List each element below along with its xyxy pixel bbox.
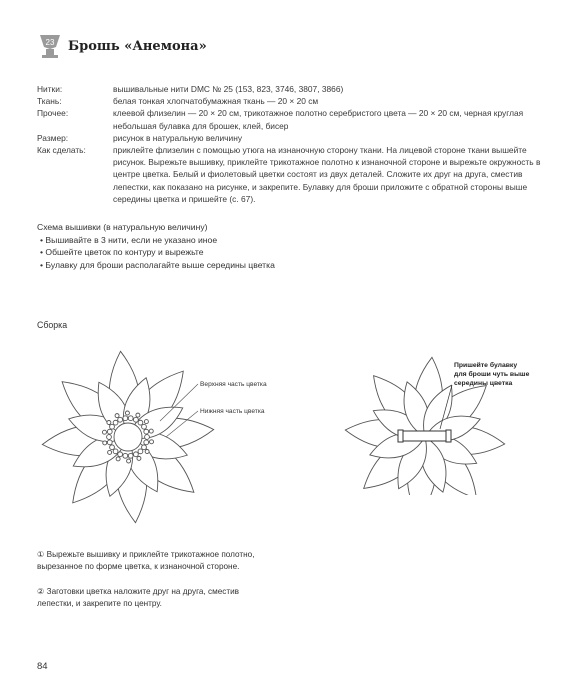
scheme-section [37, 221, 275, 271]
scheme-item: • Вышивайте в 3 нити, если не указано иное [37, 234, 275, 247]
spec-value: приклейте флизелин с помощью утюга на изнаночную сторону ткани. На лицевой стороне ткани вышейте рисунок. Вырежьте вышивку, приклейте трикотажное полотно к изнаночной стороне и вырежьте окружность в центре цветка. Белый и фиолетовый цветки состоят из двух деталей. Сложите их друг на друга, сместив лепестки, как показано на рисунке, и закрепите. Булавку для броши приложите с обратной стороны выше середины цветка и пришейте (с. 67). [113, 145, 541, 204]
bead-circle [138, 449, 143, 454]
page-title: Брошь «Анемона» [68, 39, 207, 54]
bead-circle [144, 420, 148, 424]
brooch-pin-icon [401, 431, 449, 441]
bead-circle [102, 430, 106, 434]
label-lower-part: Нижняя часть цветка [200, 408, 265, 415]
bead-circle [144, 440, 149, 445]
bead-circle [118, 417, 123, 422]
spec-value: рисунок в натуральную величину [113, 132, 243, 143]
spec-row [37, 95, 542, 107]
bead-circle [115, 414, 119, 418]
bead-circle [107, 429, 112, 434]
bead-circle [103, 441, 107, 445]
bead-circle [128, 416, 133, 421]
bead-circle [144, 429, 149, 434]
scheme-item: • Обшейте цветок по контуру и вырежьте [37, 246, 275, 259]
bead-circle [123, 453, 128, 458]
bead-circle [118, 452, 123, 457]
chapter-number-badge-icon [37, 33, 63, 59]
spec-row [37, 107, 542, 131]
step-text: Заготовки цветка наложите друг на друга, сместив лепестки, и закрепите по центру. [37, 587, 240, 608]
bead-circle [108, 450, 112, 454]
bead-circle [125, 411, 129, 415]
flower-back-illustration [340, 345, 540, 495]
bead-circle [149, 429, 153, 433]
step-marker: ② [37, 587, 45, 596]
bead-circle [128, 453, 133, 458]
spec-label: Ткань: [37, 96, 62, 107]
spec-label: Нитки: [37, 84, 63, 94]
step-note-2 [37, 586, 277, 610]
bead-circle [142, 424, 147, 429]
spec-row [37, 83, 542, 95]
page-number: 84 [37, 661, 48, 672]
bead-circle [145, 450, 149, 454]
materials-list [37, 83, 542, 205]
bead-circle [138, 420, 143, 425]
spec-label: Как сделать: [37, 145, 86, 156]
pin-label-line: середины цветка [454, 380, 513, 387]
spec-value: вышивальные нити DMC № 25 (153, 823, 3746, 3807, 3866) [113, 84, 344, 94]
bead-circle [107, 420, 111, 424]
flower-center-circle [114, 423, 142, 451]
bead-circle [113, 449, 118, 454]
spec-row [37, 132, 542, 144]
spec-value: белая тонкая хлопчатобумажная ткань — 20 × 20 см [113, 96, 319, 107]
bead-circle [133, 417, 138, 422]
bead-circle [123, 416, 128, 421]
bead-circle [110, 424, 115, 429]
spec-label: Прочее: [37, 108, 69, 119]
bead-circle [113, 420, 118, 425]
scheme-item: • Булавку для броши располагайте выше середины цветка [37, 259, 275, 272]
bead-circle [107, 440, 112, 445]
bead-circle [142, 445, 147, 450]
spec-label: Размер: [37, 132, 69, 143]
bead-circle [133, 452, 138, 457]
step-text: Вырежьте вышивку и приклейте трикотажное полотно, вырезанное по форме цветка, к изнаночной стороне. [37, 550, 255, 571]
step-marker: ① [37, 550, 45, 559]
pin-label-line: для броши чуть выше [454, 371, 530, 378]
bead-circle [150, 440, 154, 444]
pin-label-line: Пришейте булавку [454, 362, 518, 369]
bead-circle [137, 456, 141, 460]
bead-circle [107, 435, 112, 440]
label-upper-part: Верхняя часть цветка [200, 381, 267, 388]
scheme-title: Схема вышивки (в натуральную величину) [37, 222, 208, 232]
bead-circle [127, 459, 131, 463]
bead-circle [145, 435, 150, 440]
assembly-title: Сборка [37, 320, 68, 330]
spec-value: клеевой флизелин — 20 × 20 см, трикотажное полотно серебристого цвета — 20 × 20 см, черная круглая небольшая булавка для брошек, клей, бисер [113, 108, 524, 131]
bead-circle [116, 457, 120, 461]
flower-front-illustration [40, 345, 270, 525]
bead-circle [110, 445, 115, 450]
step-note-1 [37, 549, 277, 573]
bead-circle [136, 413, 140, 417]
chapter-number: 23 [45, 38, 55, 47]
spec-row [37, 144, 542, 205]
